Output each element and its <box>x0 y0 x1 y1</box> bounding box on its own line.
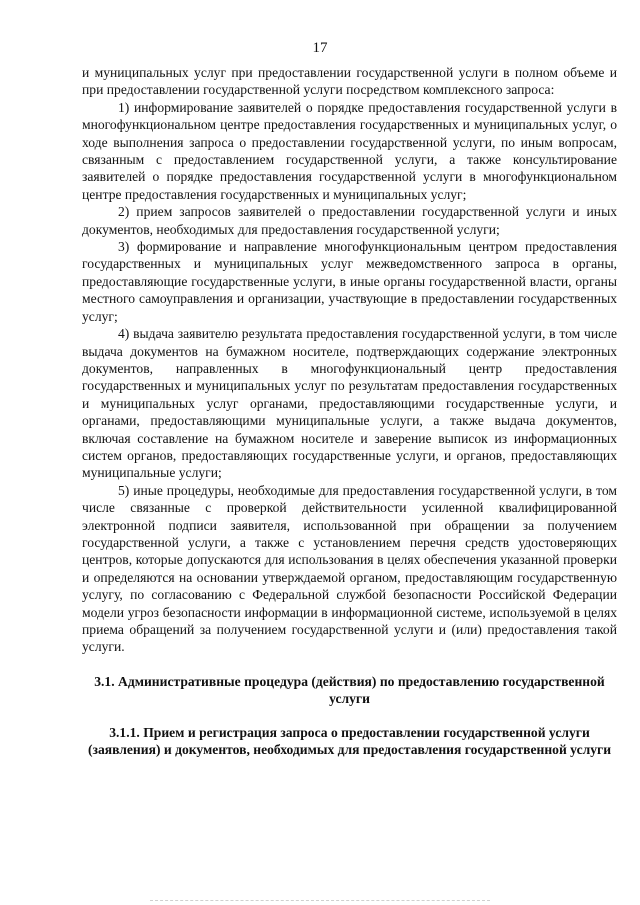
list-item-4: 4) выдача заявителю результата предоставления государственной услуги, в том числе выдача документов на бумажном носителе, подтверждающих содержание электронных документов, направленных в многофункциональный центр предоставления государственных и муниципальных услуг по результатам предоставления государственных и муниципальных услуг органами, предоставляющими государственные услуги, и органами, предоставляющими муниципальные услуги, а также выдача документов, включая составление на бумажном носителе и заверение выписок из информационных систем органов, предоставляющих государственные услуги, и органов, предоставляющих муниципальные услуги; <box>82 326 617 481</box>
page-number: 17 <box>312 40 328 56</box>
list-item-3: 3) формирование и направление многофункциональным центром предоставления государственных и муниципальных услуг межведомственного запроса в органы, предоставляющие государственные услуги, в иные органы государственной власти, органы местного самоуправления и организации, участвующие в предоставлении государственных услуг; <box>82 239 617 324</box>
paragraph-intro: и муниципальных услуг при предоставлении государственной услуги в полном объеме и при предоставлении государственной услуги посредством комплексного запроса: <box>82 65 617 98</box>
page-bottom-divider <box>150 900 490 901</box>
list-item-1: 1) информирование заявителей о порядке предоставления государственной услуги в многофункциональном центре предоставления государственных и муниципальных услуг, о ходе выполнения запроса о предоставлении государственной услуги, по иным вопросам, связанным с предоставлением государственной услуги, а также консультирование заявителей о порядке предоставления государственной услуги в многофункциональном центре предоставления государственных и муниципальных услуг; <box>82 99 617 202</box>
list-item-5: 5) иные процедуры, необходимые для предоставления государственной услуги, в том числе связанные с проверкой действительности усиленной квалифицированной электронной подписи заявителя, использованной при обращении за получением государственной услуги, а также с установлением перечня средств удостоверяющих центров, которые допускаются для использования в целях обеспечения указанной проверки и определяются на основании утверждаемой органом, предоставляющим государственную услугу, по согласованию с Федеральной службой безопасности Российской Федерации модели угроз безопасности информации в информационной системе, используемой в целях приема обращений за получением государственной услуги и (или) предоставления такой услуги. <box>82 482 617 655</box>
list-item-2: 2) прием запросов заявителей о предоставлении государственной услуги и иных документов, необходимых для предоставления государственной услуги; <box>82 204 617 237</box>
document-body <box>82 64 617 758</box>
section-heading-3-1: 3.1. Административные процедура (действия) по предоставлению государственной услуги <box>94 673 605 707</box>
section-heading-3-1-1: 3.1.1. Прием и регистрация запроса о предоставлении государственной услуги (заявления) и документов, необходимых для предоставления государственной услуги <box>87 724 612 758</box>
